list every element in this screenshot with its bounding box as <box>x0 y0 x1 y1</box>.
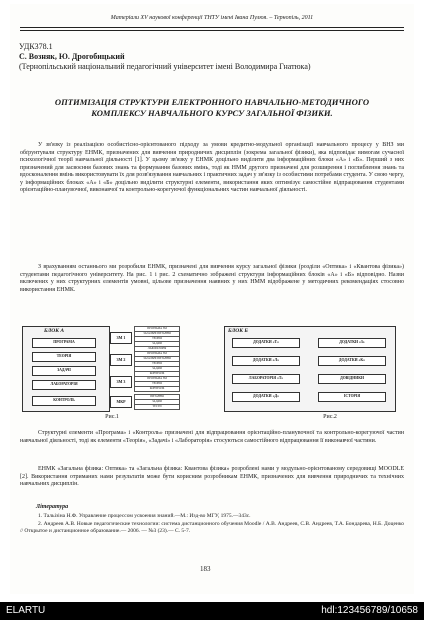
module-3: ЗМ 3 <box>110 376 132 388</box>
m2-item: КОНТРОЛЬ <box>134 371 180 377</box>
test-item: ТЕСТИ <box>134 404 180 410</box>
article-title: ОПТИМІЗАЦІЯ СТРУКТУРИ ЕЛЕКТРОННОГО НАВЧАЛЬНО-МЕТОДИЧНОГО КОМПЛЕКСУ НАВЧАЛЬНОГО КУРСУ ЗАГАЛЬНОЇ ФІЗИКИ. <box>54 97 370 118</box>
block-b-item: ДОДАТКИ «З» <box>318 338 386 348</box>
module-1: ЗМ 1 <box>110 332 132 344</box>
module-2: ЗМ 2 <box>110 354 132 366</box>
m1-item: ЗАДАЧІ <box>134 341 180 347</box>
block-a-theory: ТЕОРІЯ <box>32 352 96 362</box>
header-rule-bottom <box>20 30 404 31</box>
test-item: ЗАДАЧІ <box>134 399 180 405</box>
block-a-program: ПРОГРАМА <box>32 338 96 348</box>
block-b-item: ДОДАТКИ «К» <box>318 356 386 366</box>
block-a-title: БЛОК А <box>44 328 65 334</box>
references-heading: Література <box>36 504 69 510</box>
udc-code: УДК378.1 <box>19 42 53 51</box>
block-a-control: КОНТРОЛЬ <box>32 396 96 406</box>
m3-item: ПРОГРАМА ЗМ <box>134 376 180 382</box>
block-b-item: ДОДАТКИ «Т» <box>232 338 300 348</box>
reference-2: 2. Андреев А.В. Новые педагогические технологии: система дистанционного обучения Moodle / А.В. Андреев, С.В. Андреев, Т.А. Бондарева, Н.Б. Доценко // Открытое и дистанционное образование.— 2006. — №3 (23).— С. 5-7. <box>20 521 404 534</box>
m2-item: ЗАДАЧІ <box>134 366 180 372</box>
test-item: ПИТАННЯ <box>134 394 180 400</box>
body-paragraph-1: У зв'язку із реалізацією особистісно-орієнтованого підходу за умови кредитно-модульної організації навчального процесу у ВНЗ ми обґрунтували структуру ЕНМК, призначених для вивчення природничих дисциплін (зокрема загальної фізики), яка відповідає вимогам сучасної психологічної теорії навчальної діяльності [1]. У цьому зв'язку у ЕНМК доцільно виділити два інформаційних блоки «А» і «Б». Перший з них призначений для засвоєння базових знань та формування базових вмінь, тоді як НММ другого призначені для розширення і поглиблення знань та вдосконалення вмінь використовувати їх для розв'язування навчальних і практичних задач у зв'язку із особистими потребами студента. У свою чергу, у інформаційних блоках «А» і «Б» доцільно виділити структурні елементи, використання яких оптимізує самостійне відпрацювання студентами орієнтаційно-планувочної, виконавчої та контрольно-корегуючої функціональних частин навчальної діяльності. <box>20 142 404 193</box>
figure-2 <box>224 326 400 412</box>
block-b-item: ДОДАТКИ «Л» <box>232 356 300 366</box>
scanned-page <box>10 4 414 594</box>
figure-1-caption: Рис.1 <box>105 414 119 420</box>
m2-item: ЗАГАЛЬНІ ПИТАННЯ <box>134 356 180 362</box>
footer-repository: ELARTU <box>6 605 46 616</box>
m2-item: ТЕОРІЯ <box>134 361 180 367</box>
block-b-item: ІСТОРІЯ <box>318 392 386 402</box>
m3-item: ТЕОРІЯ <box>134 381 180 387</box>
m1-item: ЗАГАЛЬНІ ПИТАННЯ <box>134 331 180 337</box>
block-b-item: ЛАБОРАТОРІЯ «Т» <box>232 374 300 384</box>
m3-item: КОНТРОЛЬ <box>134 386 180 392</box>
footer-bar <box>0 602 424 620</box>
running-header: Матеріали XV наукової конференції ТНТУ імені Івана Пулюя. – Тернопіль, 2011 <box>110 15 314 21</box>
affiliation: (Тернопільський національний педагогічний університет імені Володимира Гнатюка) <box>19 62 311 71</box>
header-rule-top <box>20 27 404 28</box>
footer-handle: hdl:123456789/10658 <box>321 605 418 616</box>
block-b-title: БЛОК Б <box>228 328 248 334</box>
block-a-laboratory: ЛАБОРАТОРІЯ <box>32 380 96 390</box>
after-paragraph-1: Структурні елементи «Програма» і «Контроль» призначені для відпрацювання орієнтаційно-планувочної та контрольно-корегуючої частин навчальної діяльності, тоді як елементи «Теорія», «Задачі» і «Лабораторія» стосуються самостійного відпрацювання її виконавчої частини. <box>20 430 404 444</box>
reference-1: 1. Тальізіна Н.Ф. Управление процессом усвоения знаний.—М.: Изд-во МГУ, 1975.—343с. <box>38 513 251 519</box>
page-number: 183 <box>200 565 211 573</box>
m1-item: ЛАБОРАТОРІЯ <box>134 346 180 352</box>
authors: С. Возняк, Ю. Дрогобицький <box>19 52 125 61</box>
block-b-item: ДОВІДНИКИ <box>318 374 386 384</box>
m1-item: ПРОГРАМА ЗМ <box>134 326 180 332</box>
body-paragraph-2: З врахуванням останнього ми розробили ЕНМК, призначені для вивчення курсу загальної фізики (розділи «Оптика» і «Квантова фізика») студентами педагогічного університету. На рис. 1 і рис. 2 схематично зображені структури інформаційних блоків «А» і «Б» відповідно. Назви включених у них структурних елементів умовні, цільове призначення наявних у них НММ відображене у методичних рекомендаціях стосовно використання ЕНМК. <box>20 264 404 293</box>
after-paragraph-2: ЕНМК «Загальна фізика: Оптика» та «Загальна фізика: Квантова фізика» розроблені нами у модульно-орієнтованому середовищі MOODLE [2]. Використання отриманих нами результатів може бути корисним розробникам ЕНМК, призначених для вивчення природничих та технічних навчальних дисциплін. <box>20 466 404 487</box>
block-a-tasks: ЗАДАЧІ <box>32 366 96 376</box>
block-b-item: ДОДАТКИ «Д» <box>232 392 300 402</box>
m2-item: ПРОГРАМА ЗМ <box>134 351 180 357</box>
m1-item: ТЕОРІЯ <box>134 336 180 342</box>
figure-2-caption: Рис.2 <box>323 414 337 420</box>
module-test: МКР <box>110 396 132 408</box>
figure-1 <box>22 326 216 412</box>
